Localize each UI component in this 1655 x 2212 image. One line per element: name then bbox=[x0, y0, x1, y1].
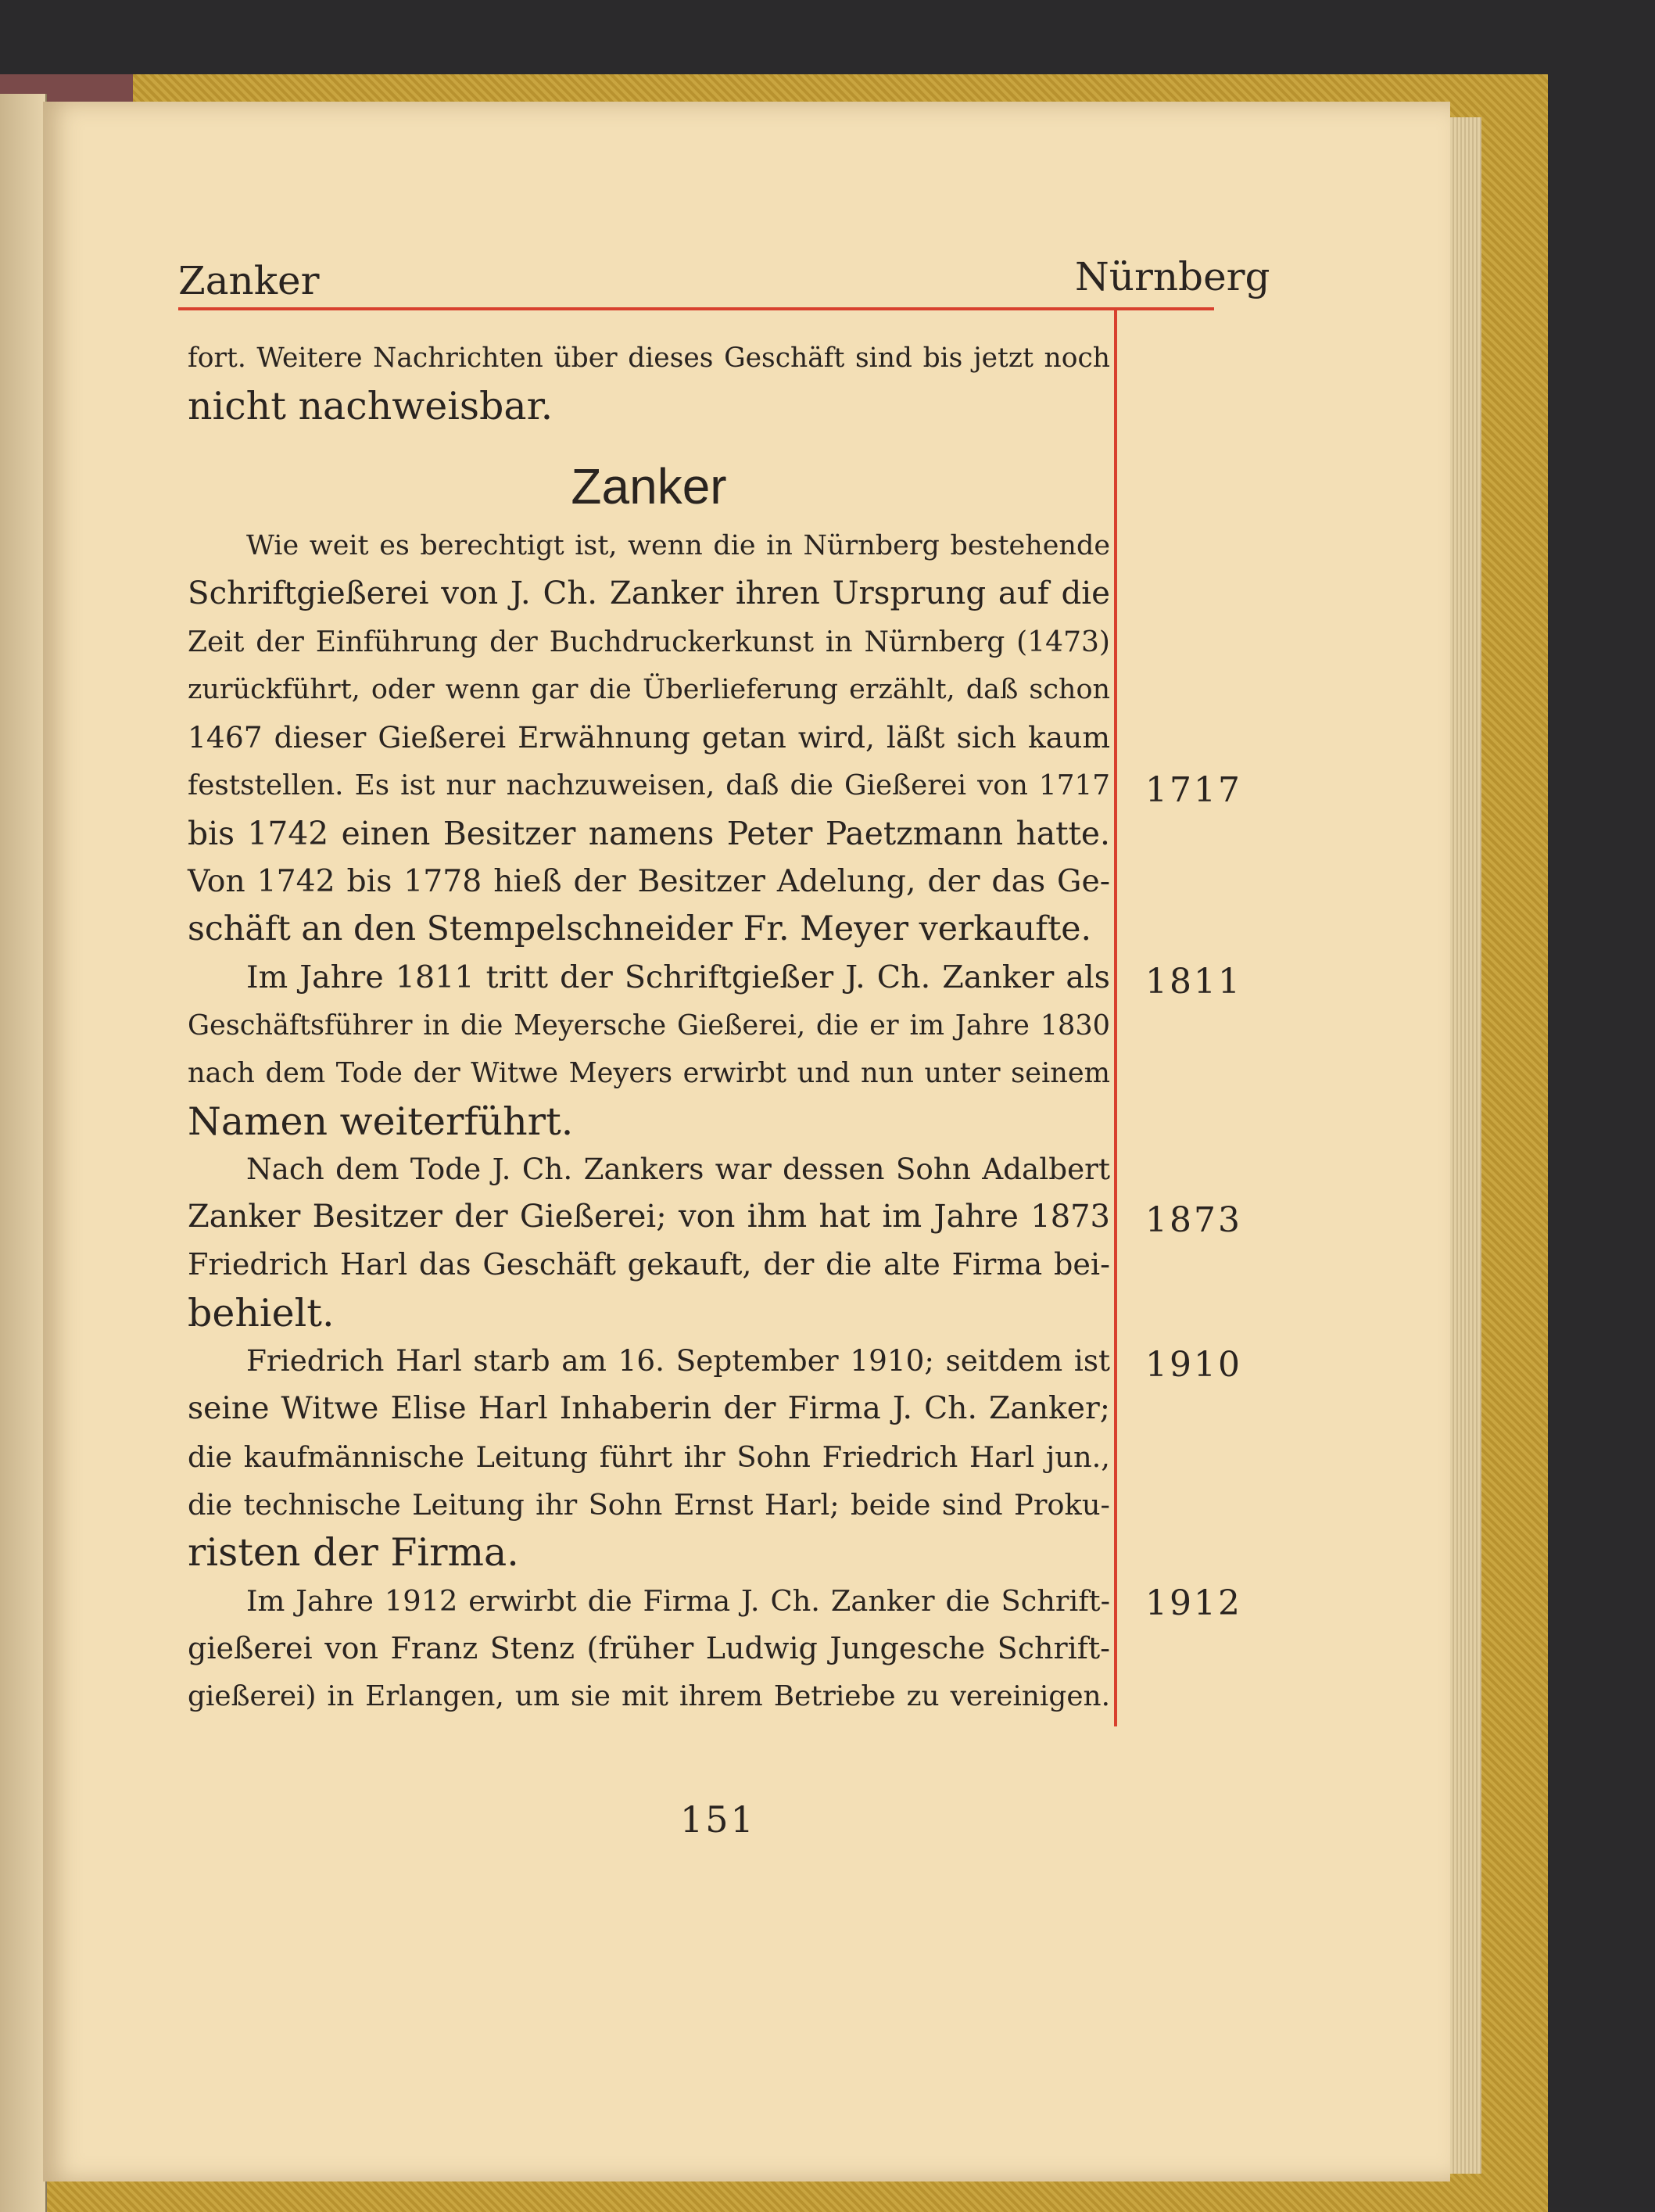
text-line: Friedrich Harl starb am 16. September 1910; seitdem ist bbox=[246, 1343, 1110, 1378]
text-line: die kaufmännische Leitung führt ihr Sohn Friedrich Harl jun., bbox=[188, 1439, 1110, 1474]
text-line: bis 1742 einen Besitzer namens Peter Paetzmann hatte. bbox=[188, 814, 1110, 852]
section-title: Zanker bbox=[571, 458, 727, 514]
text-line: behielt. bbox=[188, 1290, 335, 1335]
text-line: schäft an den Stempelschneider Fr. Meyer verkaufte. bbox=[188, 909, 1092, 949]
text-line: Geschäftsführer in die Meyersche Gießerei, die er im Jahre 1830 bbox=[188, 1009, 1110, 1041]
text-line: Nach dem Tode J. Ch. Zankers war dessen Sohn Adalbert bbox=[246, 1151, 1110, 1186]
text-line: Zeit der Einführung der Buchdruckerkunst in Nürnberg (1473) bbox=[188, 626, 1110, 658]
running-head-right: Nürnberg bbox=[1075, 254, 1270, 299]
text-line: Zanker Besitzer der Gießerei; von ihm hat im Jahre 1873 bbox=[188, 1199, 1110, 1235]
margin-year: 1811 bbox=[1145, 962, 1242, 1002]
left-page-edge bbox=[0, 94, 47, 2212]
text-line: risten der Firma. bbox=[188, 1530, 519, 1576]
margin-year: 1717 bbox=[1145, 770, 1242, 810]
text-line: zurückführt, oder wenn gar die Überlieferung erzählt, daß schon bbox=[188, 673, 1110, 705]
text-line: Im Jahre 1912 erwirbt die Firma J. Ch. Zanker die Schrift- bbox=[246, 1583, 1110, 1618]
text-line: die technische Leitung ihr Sohn Ernst Harl; beide sind Proku- bbox=[188, 1487, 1110, 1522]
text-line: Von 1742 bis 1778 hieß der Besitzer Adelung, der das Ge- bbox=[188, 864, 1110, 900]
margin-year: 1912 bbox=[1145, 1583, 1242, 1623]
running-head-left: Zanker bbox=[178, 258, 320, 303]
text-line: fort. Weitere Nachrichten über dieses Geschäft sind bis jetzt noch bbox=[188, 342, 1110, 374]
margin-year: 1910 bbox=[1145, 1345, 1242, 1385]
page-number: 151 bbox=[680, 1798, 756, 1841]
text-line: nach dem Tode der Witwe Meyers erwirbt und nun unter seinem bbox=[188, 1057, 1110, 1090]
header-rule bbox=[178, 307, 1214, 310]
text-line: nicht nachweisbar. bbox=[188, 384, 553, 429]
text-line: Schriftgießerei von J. Ch. Zanker ihren Ursprung auf die bbox=[188, 575, 1110, 612]
text-block-body bbox=[188, 522, 1110, 1720]
text-line: Wie weit es berechtigt ist, wenn die in Nürnberg bestehende bbox=[246, 530, 1110, 561]
text-line: gießerei) in Erlangen, um sie mit ihrem Betriebe zu vereinigen. bbox=[188, 1680, 1110, 1713]
text-block-intro bbox=[188, 335, 1110, 431]
text-line: feststellen. Es ist nur nachzuweisen, daß die Gießerei von 1717 bbox=[188, 769, 1110, 802]
text-line: Friedrich Harl das Geschäft gekauft, der die alte Firma bei- bbox=[188, 1247, 1110, 1282]
margin-rule bbox=[1114, 307, 1117, 1726]
text-line: 1467 dieser Gießerei Erwähnung getan wird, läßt sich kaum bbox=[188, 720, 1110, 755]
text-line: Namen weiterführt. bbox=[188, 1099, 574, 1144]
text-line: Im Jahre 1811 tritt der Schriftgießer J. Ch. Zanker als bbox=[246, 959, 1110, 995]
text-line: seine Witwe Elise Harl Inhaberin der Firma J. Ch. Zanker; bbox=[188, 1391, 1110, 1427]
text-line: gießerei von Franz Stenz (früher Ludwig Jungesche Schrift- bbox=[188, 1630, 1110, 1665]
margin-year: 1873 bbox=[1145, 1200, 1242, 1240]
